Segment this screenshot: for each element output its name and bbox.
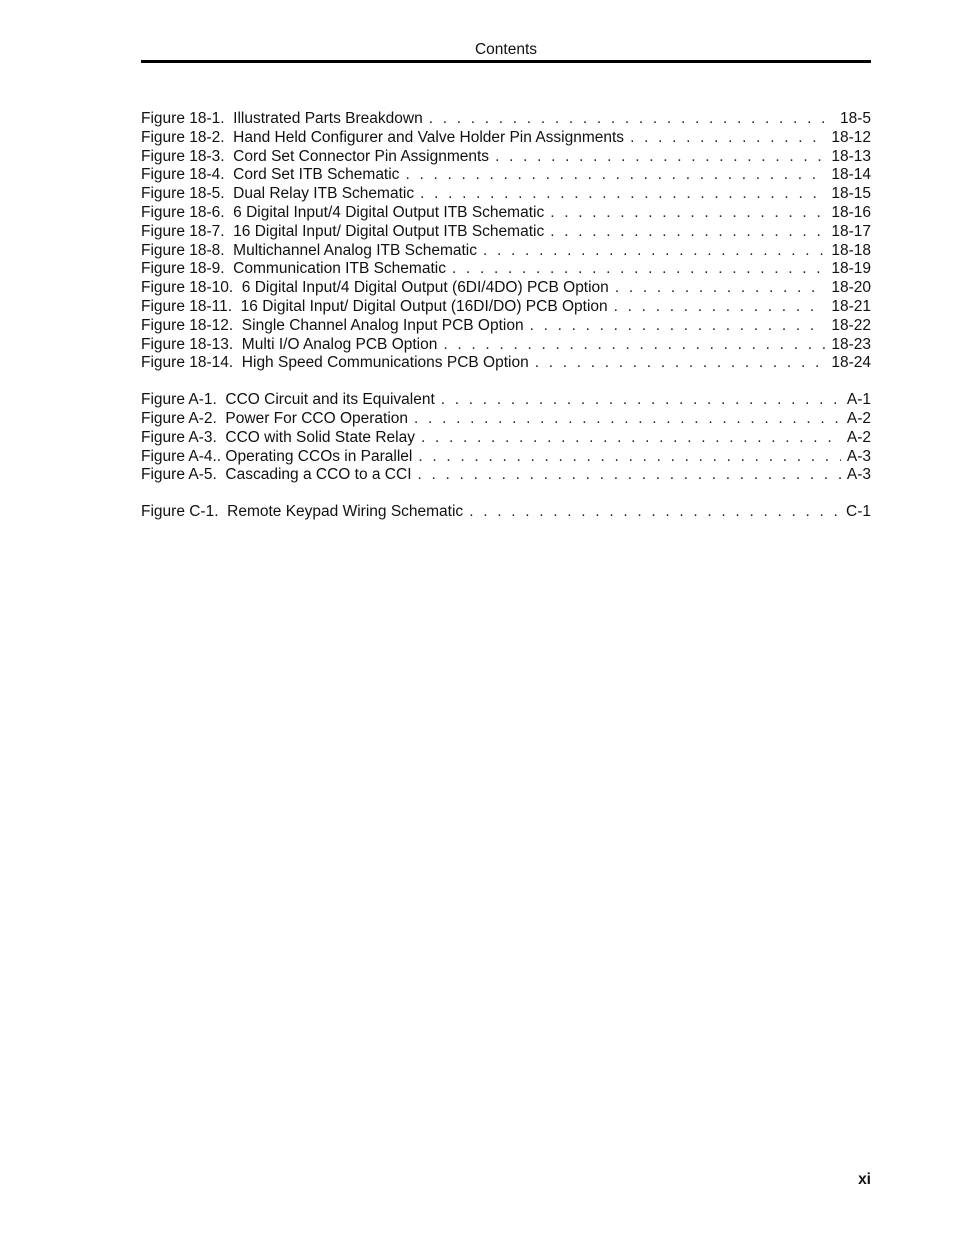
toc-entry[interactable]	[141, 317, 871, 336]
toc-entry-page: 18-22	[831, 316, 871, 334]
figure-group-appendix-a	[141, 391, 871, 485]
toc-entry-label: Figure 18-8. Multichannel Analog ITB Schematic	[141, 241, 478, 259]
toc-entry[interactable]	[141, 354, 871, 373]
toc-entry-page: 18-16	[831, 203, 871, 221]
header-rule	[141, 60, 871, 63]
toc-entry-page: 18-14	[831, 166, 871, 184]
dot-leader	[615, 279, 826, 298]
toc-entry-page: 18-17	[831, 222, 871, 240]
toc-entry-page: C-1	[846, 503, 871, 521]
dot-leader	[535, 354, 826, 373]
toc-entry-label: Figure 18-3. Cord Set Connector Pin Assignments	[141, 147, 490, 165]
toc-entry-label: Figure 18-5. Dual Relay ITB Schematic	[141, 185, 415, 203]
toc-entry[interactable]	[141, 391, 871, 410]
toc-entry[interactable]	[141, 298, 871, 317]
toc-entry[interactable]	[141, 110, 871, 129]
dot-leader	[429, 110, 834, 129]
dot-leader	[405, 166, 825, 185]
toc-entry[interactable]	[141, 279, 871, 298]
toc-entry[interactable]	[141, 448, 871, 467]
dot-leader	[550, 223, 825, 242]
toc-entry[interactable]	[141, 242, 871, 261]
toc-entry-label: Figure 18-12. Single Channel Analog Input PCB Option	[141, 316, 524, 334]
toc-entry-page: 18-13	[831, 147, 871, 165]
figure-group-chapter-18	[141, 110, 871, 373]
toc-entry-page: 18-21	[831, 297, 871, 315]
toc-entry-page: A-2	[846, 409, 871, 427]
toc-entry-label: Figure 18-6. 6 Digital Input/4 Digital Output ITB Schematic	[141, 203, 545, 221]
list-of-figures	[141, 110, 871, 522]
toc-entry[interactable]	[141, 204, 871, 223]
toc-entry-label: Figure A-2. Power For CCO Operation	[141, 409, 409, 427]
toc-entry-page: 18-18	[831, 241, 871, 259]
dot-leader	[495, 148, 825, 167]
toc-entry-page: A-2	[846, 428, 871, 446]
toc-entry-label: Figure A-3. CCO with Solid State Relay	[141, 428, 415, 446]
dot-leader	[418, 448, 841, 467]
page-number: xi	[858, 1171, 871, 1188]
toc-entry[interactable]	[141, 260, 871, 279]
toc-entry-label: Figure 18-9. Communication ITB Schematic	[141, 260, 446, 278]
toc-entry-page: A-3	[846, 447, 871, 465]
toc-entry-page: 18-15	[831, 185, 871, 203]
dot-leader	[452, 260, 825, 279]
toc-entry-label: Figure 18-10. 6 Digital Input/4 Digital Output (6DI/4DO) PCB Option	[141, 279, 609, 297]
figure-group-appendix-c	[141, 503, 871, 522]
dot-leader	[614, 298, 826, 317]
toc-entry-page: 18-24	[831, 354, 871, 372]
dot-leader	[414, 410, 841, 429]
toc-entry-page: A-3	[846, 466, 871, 484]
toc-entry[interactable]	[141, 466, 871, 485]
dot-leader	[420, 185, 825, 204]
toc-entry-label: Figure 18-7. 16 Digital Input/ Digital Output ITB Schematic	[141, 222, 545, 240]
toc-entry-label: Figure 18-4. Cord Set ITB Schematic	[141, 166, 400, 184]
toc-entry-page: 18-5	[839, 110, 871, 127]
toc-entry-page: 18-12	[831, 128, 871, 146]
dot-leader	[483, 242, 825, 261]
toc-entry-label: Figure 18-1. Illustrated Parts Breakdown	[141, 110, 423, 127]
dot-leader	[530, 317, 826, 336]
toc-entry[interactable]	[141, 410, 871, 429]
dot-leader	[550, 204, 825, 223]
toc-entry-label: Figure 18-14. High Speed Communications PCB Option	[141, 354, 529, 372]
dot-leader	[441, 391, 841, 410]
toc-entry-page: 18-23	[831, 335, 871, 353]
page-header-title: Contents	[474, 41, 538, 58]
toc-entry-page: 18-19	[831, 260, 871, 278]
toc-entry[interactable]	[141, 166, 871, 185]
toc-entry[interactable]	[141, 429, 871, 448]
dot-leader	[443, 336, 825, 355]
toc-entry[interactable]	[141, 185, 871, 204]
toc-entry[interactable]	[141, 129, 871, 148]
dot-leader	[421, 429, 841, 448]
dot-leader	[630, 129, 825, 148]
toc-entry-label: Figure A-5. Cascading a CCO to a CCI	[141, 466, 412, 484]
toc-entry-label: Figure A-4.. Operating CCOs in Parallel	[141, 447, 413, 465]
toc-entry[interactable]	[141, 336, 871, 355]
toc-entry-label: Figure C-1. Remote Keypad Wiring Schematic	[141, 503, 464, 521]
toc-entry-label: Figure 18-2. Hand Held Configurer and Valve Holder Pin Assignments	[141, 128, 625, 146]
toc-entry-label: Figure 18-11. 16 Digital Input/ Digital Output (16DI/DO) PCB Option	[141, 297, 608, 315]
dot-leader	[418, 466, 841, 485]
toc-entry-page: 18-20	[831, 279, 871, 297]
toc-entry-label: Figure 18-13. Multi I/O Analog PCB Option	[141, 335, 438, 353]
toc-entry[interactable]	[141, 503, 871, 522]
toc-entry[interactable]	[141, 148, 871, 167]
dot-leader	[469, 503, 840, 522]
toc-entry[interactable]	[141, 223, 871, 242]
toc-entry-label: Figure A-1. CCO Circuit and its Equivalent	[141, 391, 435, 409]
toc-entry-page: A-1	[846, 391, 871, 409]
